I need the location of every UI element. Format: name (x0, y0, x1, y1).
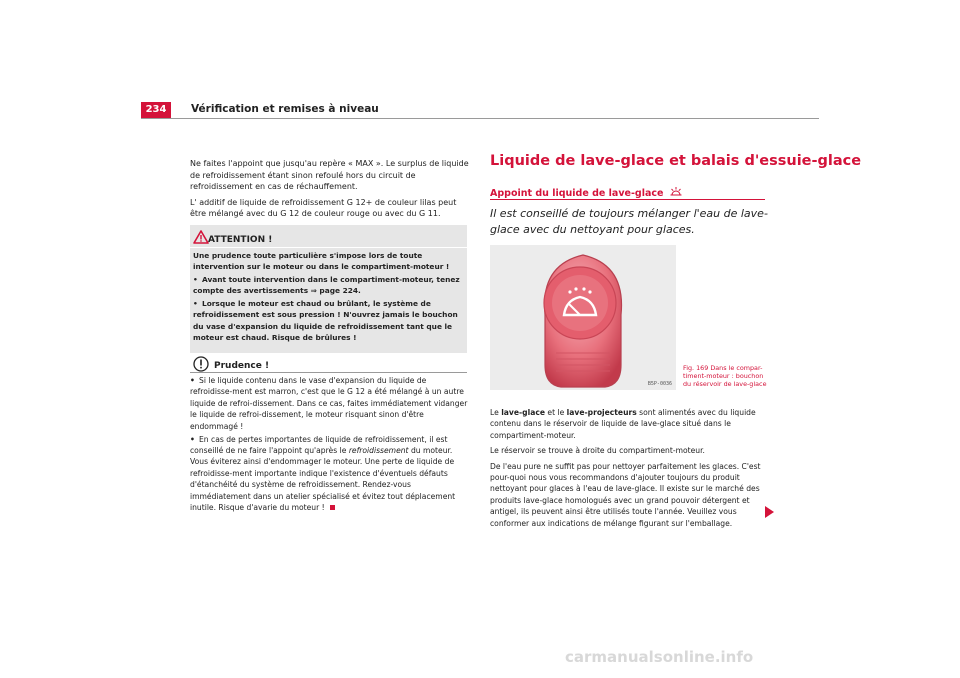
caution-bullet: • En cas de pertes importantes de liquide de refroidissement, il est conseillé de ne faire l'appoint qu'après le refroidissement du moteur. Vous éviterez ainsi d'endommager le moteur. Une perte de liquide de refroidisse-ment importante indique l'existence d'éventuels défauts d'étanchéité du système de refroidissement. Rendez-vous immédiatement dans un atelier spécialisé et évitez tout déplacement inutile. Risque d'avarie du moteur ! (190, 434, 456, 512)
next-page-arrow-icon (765, 506, 774, 518)
running-header-title: Vérification et remises à niveau (191, 103, 379, 115)
warning-bullet: • Lorsque le moteur est chaud ou brûlant, le système de refroidissement est sous pression ! N'ouvrez jamais le bouchon du vase d'expansion du liquide de refroidissement tant que le moteur est chaud. Risque de brûlures ! (193, 299, 458, 343)
subsection-title: Appoint du liquide de lave-glace (490, 186, 682, 199)
warning-triangle-icon (193, 230, 209, 244)
intro-italic: Il est conseillé de toujours mélanger l'eau de lave-glace avec du nettoyant pour glaces. (490, 207, 768, 236)
washer-reservoir-cap-illustration (490, 245, 676, 390)
subsection-divider (490, 199, 765, 200)
right-column-text (490, 407, 770, 533)
header-divider (141, 118, 819, 119)
warning-bullet: • Avant toute intervention dans le compartiment-moteur, tenez compte des avertissements ⇒ page 224. (193, 275, 460, 296)
paragraph-reservoir-location: Le réservoir se trouve à droite du compartiment-moteur. (490, 446, 705, 456)
warning-title: ATTENTION ! (208, 235, 273, 245)
caution-title: Prudence ! (214, 361, 270, 371)
page-number: 234 (141, 102, 171, 118)
sun-tip-icon (670, 186, 682, 197)
paragraph-g12-additive: L' additif de liquide de refroidissement G 12+ de couleur lilas peut être mélangé avec du G 12 de couleur rouge ou avec du G 11. (190, 197, 457, 219)
figure-washer-cap (490, 245, 676, 390)
caution-bullet: • Si le liquide contenu dans le vase d'expansion du liquide de refroidisse-ment est marron, c'est que le G 12 a été mélangé à un autre liquide de refroi-dissement. Dans ce cas, faites immédiatement vidanger le liquide de refroi-dissement, le moteur risquant sinon d'être endommagé ! (190, 376, 468, 431)
caution-divider (190, 372, 467, 373)
end-of-section-square-icon (330, 505, 335, 510)
figure-code: B5P-0036 (647, 381, 672, 387)
watermark: carmanualsonline.info (565, 648, 754, 666)
caution-body (190, 375, 470, 515)
left-column-text (190, 158, 470, 224)
paragraph-max-mark: Ne faites l'appoint que jusqu'au repère « MAX ». Le surplus de liquide de refroidissement étant sinon refoulé hors du circuit de refroidissement en cas de réchauffement. (190, 159, 469, 192)
paragraph-washer-supply: Le lave-glace et le lave-projecteurs sont alimentés avec du liquide contenu dans le réservoir de liquide de lave-glace situé dans le compartiment-moteur. (490, 408, 756, 440)
warning-intro: Une prudence toute particulière s'impose lors de toute intervention sur le moteur ou dans le compartiment-moteur ! (193, 251, 450, 272)
section-title: Liquide de lave-glace et balais d'essuie-glace (490, 153, 862, 169)
warning-divider (190, 247, 467, 248)
warning-body (193, 250, 465, 345)
caution-exclamation-icon (193, 356, 209, 372)
figure-caption: Fig. 169 Dans le compar-timent-moteur : bouchon du réservoir de lave-glace (683, 364, 767, 388)
paragraph-cleaning-product: De l'eau pure ne suffit pas pour nettoyer parfaitement les glaces. C'est pour-quoi nous vous recommandons d'ajouter toujours du produit nettoyant pour glaces à l'eau de lave-glace. Il existe sur le marché des produits lave-glace homologués avec un grand pouvoir détergent et antigel, ils peuvent ainsi être utilisés toute l'année. Veuillez vous conformer aux indications de mélange figurant sur l'emballage. (490, 461, 761, 528)
